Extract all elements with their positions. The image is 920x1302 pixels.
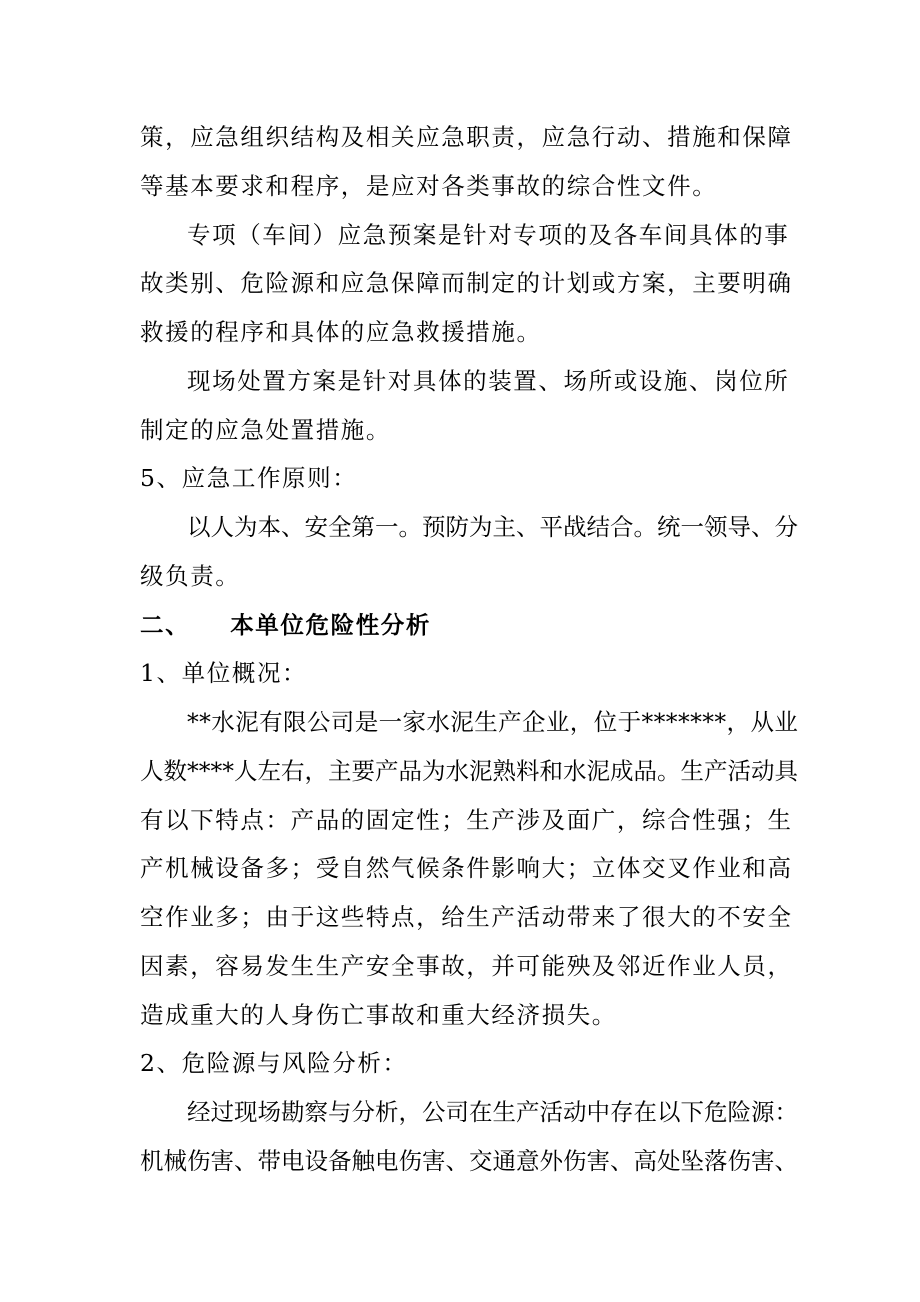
subsection-heading: 5、应急工作原则： [140, 464, 358, 493]
paragraph-line: 救援的程序和具体的应急救援措施。 [140, 318, 542, 346]
paragraph-line: 空作业多；由于这些特点，给生产活动带来了很大的不安全 [140, 903, 793, 931]
paragraph-line: 造成重大的人身伤亡事故和重大经济损失。 [140, 1000, 617, 1029]
subsection-heading: 2、危险源与风险分析： [140, 1049, 408, 1078]
section-heading [140, 601, 780, 650]
paragraph-line: 故类别、危险源和应急保障而制定的计划或方案，主要明确 [140, 269, 793, 298]
paragraph-line: 经过现场勘察与分析，公司在生产活动中存在以下危险源： [187, 1098, 798, 1126]
paragraph-line: 机械伤害、带电设备触电伤害、交通意外伤害、高处坠落伤害、 [140, 1146, 798, 1175]
paragraph-line: 有以下特点：产品的固定性；生产涉及面广，综合性强；生 [140, 805, 793, 834]
paragraph-line: 级负责。 [140, 561, 241, 590]
section-title: 本单位危险性分析 [230, 610, 432, 639]
section-number: 二、 [140, 610, 191, 639]
paragraph-line: 专项（车间）应急预案是针对专项的及各车间具体的事 [187, 220, 790, 249]
paragraph-line: 因素，容易发生生产安全事故，并可能殃及邻近作业人员， [140, 951, 793, 980]
document-body [140, 113, 799, 1186]
paragraph-line: 等基本要求和程序，是应对各类事故的综合性文件。 [140, 171, 718, 200]
paragraph-line: 人数****人左右，主要产品为水泥熟料和水泥成品。生产活动具 [140, 756, 798, 785]
paragraph-line: **水泥有限公司是一家水泥生产企业，位于*******，从业 [187, 708, 799, 736]
paragraph-line: 产机械设备多；受自然气候条件影响大；立体交叉作业和高 [140, 854, 793, 883]
subsection-heading: 1、单位概况： [140, 659, 308, 688]
paragraph-line: 制定的应急处置措施。 [140, 415, 391, 444]
paragraph-line: 以人为本、安全第一。预防为主、平战结合。统一领导、分 [187, 513, 798, 541]
paragraph-line: 策，应急组织结构及相关应急职责，应急行动、措施和保障 [140, 123, 793, 151]
paragraph-line: 现场处置方案是针对具体的装置、场所或设施、岗位所 [187, 366, 790, 395]
